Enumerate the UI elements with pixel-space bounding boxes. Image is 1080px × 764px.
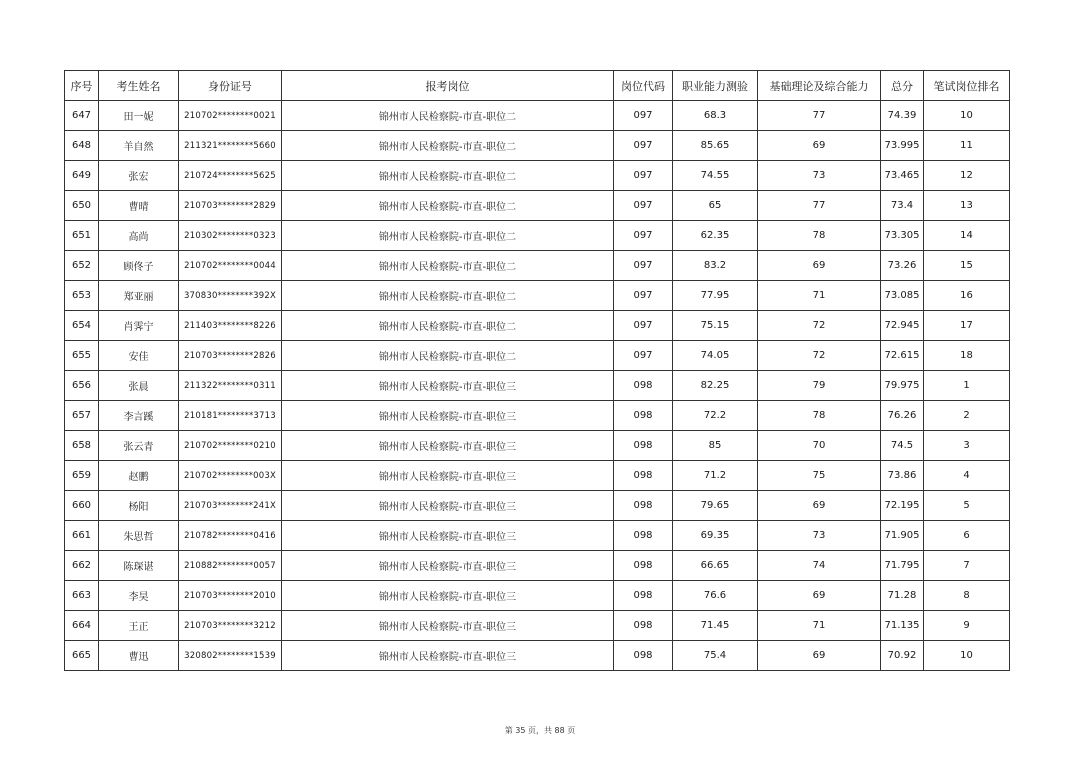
rank-cell: 15 [924,251,1010,281]
id-number-cell: 210703********2010 [179,581,282,611]
name-cell: 顾佟子 [99,251,179,281]
rank-cell: 10 [924,101,1010,131]
position-code-cell: 098 [614,521,673,551]
position-cell: 锦州市人民检察院-市直-职位二 [282,131,614,161]
table-row [65,191,1010,221]
id-number-cell: 210703********241X [179,491,282,521]
total-score-cell: 79.975 [881,371,924,401]
rank-cell: 7 [924,551,1010,581]
rank-cell: 4 [924,461,1010,491]
total-score-cell: 73.4 [881,191,924,221]
name-cell: 陈琛谌 [99,551,179,581]
rank-cell: 16 [924,281,1010,311]
rank-cell: 8 [924,581,1010,611]
position-code-cell: 098 [614,461,673,491]
theory-score-cell: 77 [758,101,881,131]
theory-score-cell: 75 [758,461,881,491]
id-number-cell: 210703********2826 [179,341,282,371]
total-score-cell: 74.39 [881,101,924,131]
name-cell: 羊自然 [99,131,179,161]
position-code-cell: 097 [614,161,673,191]
total-score-cell: 71.28 [881,581,924,611]
table-row [65,131,1010,161]
theory-score-cell: 71 [758,281,881,311]
col-header-position-code: 岗位代码 [614,71,673,101]
table-row [65,341,1010,371]
table-row [65,581,1010,611]
col-header-theory-score: 基础理论及综合能力 [758,71,881,101]
col-header-total-score: 总分 [881,71,924,101]
results-table [64,70,1010,671]
total-score-cell: 73.085 [881,281,924,311]
name-cell: 安佳 [99,341,179,371]
theory-score-cell: 69 [758,131,881,161]
header-row [65,71,1010,101]
aptitude-score-cell: 65 [673,191,758,221]
position-cell: 锦州市人民检察院-市直-职位二 [282,221,614,251]
id-number-cell: 211321********5660 [179,131,282,161]
position-cell: 锦州市人民检察院-市直-职位三 [282,521,614,551]
table-row [65,311,1010,341]
index-cell: 654 [65,311,99,341]
rank-cell: 17 [924,311,1010,341]
position-cell: 锦州市人民检察院-市直-职位三 [282,461,614,491]
theory-score-cell: 72 [758,311,881,341]
aptitude-score-cell: 62.35 [673,221,758,251]
aptitude-score-cell: 66.65 [673,551,758,581]
total-score-cell: 73.465 [881,161,924,191]
id-number-cell: 210782********0416 [179,521,282,551]
position-code-cell: 098 [614,401,673,431]
total-score-cell: 71.795 [881,551,924,581]
position-cell: 锦州市人民检察院-市直-职位三 [282,401,614,431]
position-code-cell: 097 [614,131,673,161]
rank-cell: 12 [924,161,1010,191]
index-cell: 656 [65,371,99,401]
table-row [65,521,1010,551]
id-number-cell: 210181********3713 [179,401,282,431]
id-number-cell: 210724********5625 [179,161,282,191]
name-cell: 王正 [99,611,179,641]
position-code-cell: 097 [614,311,673,341]
index-cell: 661 [65,521,99,551]
rank-cell: 10 [924,641,1010,671]
col-header-name: 考生姓名 [99,71,179,101]
total-score-cell: 70.92 [881,641,924,671]
theory-score-cell: 73 [758,161,881,191]
id-number-cell: 210702********0210 [179,431,282,461]
theory-score-cell: 69 [758,251,881,281]
aptitude-score-cell: 85 [673,431,758,461]
position-code-cell: 098 [614,491,673,521]
rank-cell: 13 [924,191,1010,221]
total-score-cell: 73.995 [881,131,924,161]
theory-score-cell: 78 [758,401,881,431]
total-score-cell: 72.945 [881,311,924,341]
name-cell: 李昊 [99,581,179,611]
position-code-cell: 097 [614,191,673,221]
name-cell: 朱思哲 [99,521,179,551]
table-row [65,611,1010,641]
rank-cell: 5 [924,491,1010,521]
id-number-cell: 320802********1539 [179,641,282,671]
table-row [65,371,1010,401]
table-row [65,461,1010,491]
table-body [65,101,1010,671]
rank-cell: 2 [924,401,1010,431]
theory-score-cell: 79 [758,371,881,401]
position-code-cell: 097 [614,221,673,251]
position-code-cell: 097 [614,281,673,311]
col-header-index: 序号 [65,71,99,101]
index-cell: 657 [65,401,99,431]
index-cell: 648 [65,131,99,161]
table-row [65,251,1010,281]
aptitude-score-cell: 83.2 [673,251,758,281]
name-cell: 赵鹏 [99,461,179,491]
theory-score-cell: 69 [758,491,881,521]
page-footer: 第 35 页，共 88 页 [504,726,576,735]
id-number-cell: 210703********2829 [179,191,282,221]
col-header-rank: 笔试岗位排名 [924,71,1010,101]
position-cell: 锦州市人民检察院-市直-职位二 [282,161,614,191]
table-row [65,491,1010,521]
col-header-aptitude-score: 职业能力测验 [673,71,758,101]
theory-score-cell: 71 [758,611,881,641]
aptitude-score-cell: 75.15 [673,311,758,341]
rank-cell: 11 [924,131,1010,161]
aptitude-score-cell: 82.25 [673,371,758,401]
theory-score-cell: 77 [758,191,881,221]
position-cell: 锦州市人民检察院-市直-职位二 [282,281,614,311]
name-cell: 田一妮 [99,101,179,131]
theory-score-cell: 74 [758,551,881,581]
aptitude-score-cell: 76.6 [673,581,758,611]
rank-cell: 3 [924,431,1010,461]
name-cell: 高尚 [99,221,179,251]
col-header-id-number: 身份证号 [179,71,282,101]
aptitude-score-cell: 85.65 [673,131,758,161]
position-cell: 锦州市人民检察院-市直-职位三 [282,641,614,671]
position-cell: 锦州市人民检察院-市直-职位二 [282,191,614,221]
name-cell: 杨阳 [99,491,179,521]
total-score-cell: 76.26 [881,401,924,431]
table-row [65,431,1010,461]
name-cell: 张宏 [99,161,179,191]
aptitude-score-cell: 72.2 [673,401,758,431]
rank-cell: 18 [924,341,1010,371]
index-cell: 655 [65,341,99,371]
position-code-cell: 097 [614,101,673,131]
aptitude-score-cell: 71.2 [673,461,758,491]
position-code-cell: 098 [614,431,673,461]
name-cell: 郑亚丽 [99,281,179,311]
theory-score-cell: 69 [758,581,881,611]
position-cell: 锦州市人民检察院-市直-职位二 [282,341,614,371]
total-score-cell: 72.195 [881,491,924,521]
total-score-cell: 73.26 [881,251,924,281]
position-cell: 锦州市人民检察院-市直-职位三 [282,371,614,401]
theory-score-cell: 72 [758,341,881,371]
index-cell: 660 [65,491,99,521]
aptitude-score-cell: 69.35 [673,521,758,551]
position-cell: 锦州市人民检察院-市直-职位二 [282,251,614,281]
aptitude-score-cell: 74.55 [673,161,758,191]
id-number-cell: 211322********0311 [179,371,282,401]
id-number-cell: 210882********0057 [179,551,282,581]
index-cell: 651 [65,221,99,251]
rank-cell: 14 [924,221,1010,251]
aptitude-score-cell: 68.3 [673,101,758,131]
aptitude-score-cell: 75.4 [673,641,758,671]
aptitude-score-cell: 74.05 [673,341,758,371]
position-code-cell: 097 [614,251,673,281]
total-score-cell: 74.5 [881,431,924,461]
table-row [65,401,1010,431]
rank-cell: 1 [924,371,1010,401]
aptitude-score-cell: 79.65 [673,491,758,521]
position-cell: 锦州市人民检察院-市直-职位二 [282,311,614,341]
id-number-cell: 210703********3212 [179,611,282,641]
index-cell: 652 [65,251,99,281]
name-cell: 李言蹊 [99,401,179,431]
id-number-cell: 210302********0323 [179,221,282,251]
id-number-cell: 211403********8226 [179,311,282,341]
col-header-position: 报考岗位 [282,71,614,101]
aptitude-score-cell: 77.95 [673,281,758,311]
position-cell: 锦州市人民检察院-市直-职位二 [282,101,614,131]
position-cell: 锦州市人民检察院-市直-职位三 [282,611,614,641]
index-cell: 650 [65,191,99,221]
table-row [65,551,1010,581]
index-cell: 653 [65,281,99,311]
total-score-cell: 72.615 [881,341,924,371]
total-score-cell: 71.135 [881,611,924,641]
name-cell: 张晨 [99,371,179,401]
theory-score-cell: 69 [758,641,881,671]
index-cell: 663 [65,581,99,611]
id-number-cell: 370830********392X [179,281,282,311]
theory-score-cell: 70 [758,431,881,461]
position-cell: 锦州市人民检察院-市直-职位三 [282,491,614,521]
theory-score-cell: 78 [758,221,881,251]
position-cell: 锦州市人民检察院-市直-职位三 [282,551,614,581]
position-cell: 锦州市人民检察院-市直-职位三 [282,431,614,461]
index-cell: 664 [65,611,99,641]
index-cell: 659 [65,461,99,491]
total-score-cell: 71.905 [881,521,924,551]
position-code-cell: 098 [614,611,673,641]
total-score-cell: 73.86 [881,461,924,491]
index-cell: 647 [65,101,99,131]
table-row [65,101,1010,131]
theory-score-cell: 73 [758,521,881,551]
position-code-cell: 098 [614,371,673,401]
position-code-cell: 098 [614,581,673,611]
index-cell: 665 [65,641,99,671]
id-number-cell: 210702********0021 [179,101,282,131]
position-cell: 锦州市人民检察院-市直-职位三 [282,581,614,611]
name-cell: 张云青 [99,431,179,461]
position-code-cell: 098 [614,641,673,671]
position-code-cell: 098 [614,551,673,581]
id-number-cell: 210702********003X [179,461,282,491]
rank-cell: 9 [924,611,1010,641]
name-cell: 曹迅 [99,641,179,671]
name-cell: 肖霁宁 [99,311,179,341]
table-row [65,221,1010,251]
table-row [65,641,1010,671]
total-score-cell: 73.305 [881,221,924,251]
index-cell: 658 [65,431,99,461]
index-cell: 662 [65,551,99,581]
table-row [65,161,1010,191]
rank-cell: 6 [924,521,1010,551]
position-code-cell: 097 [614,341,673,371]
index-cell: 649 [65,161,99,191]
id-number-cell: 210702********0044 [179,251,282,281]
aptitude-score-cell: 71.45 [673,611,758,641]
name-cell: 曹晴 [99,191,179,221]
table-row [65,281,1010,311]
